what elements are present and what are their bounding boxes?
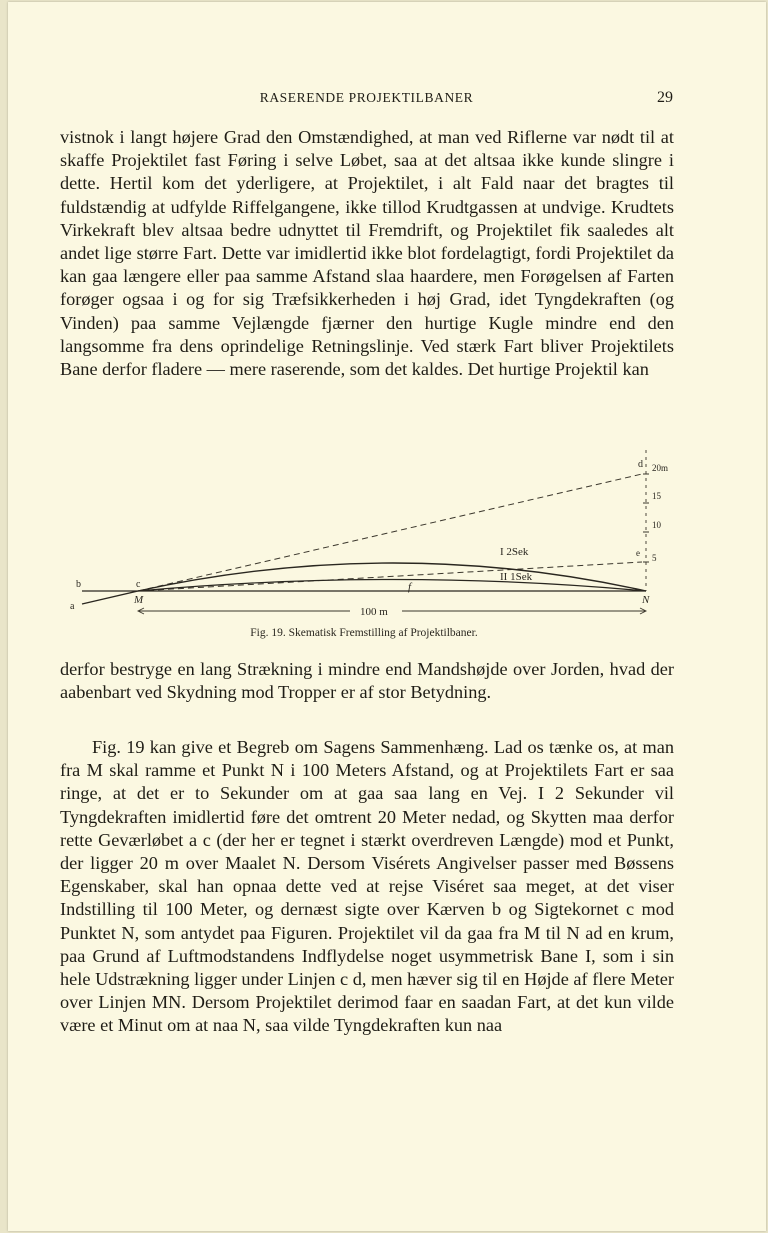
sight-line-cd [138,474,642,591]
barrel-ac [82,591,138,604]
label-20m: 20m [652,463,669,473]
label-d: d [638,459,643,470]
label-N: N [642,594,650,606]
label-distance: 100 m [360,606,388,618]
label-10: 10 [652,520,661,530]
page-number: 29 [657,89,673,106]
label-b: b [76,579,81,590]
paragraph-2: derfor bestryge en lang Strækning i mindre end Mandshøjde over Jorden, hvad der aabenbart ved Skydning mod Tropper er af stor Betydning. [60,659,674,703]
label-trajectory-II: II 1Sek [500,571,533,583]
label-f: f [408,581,412,593]
trajectory-diagram [64,440,684,625]
label-a: a [70,601,75,612]
paragraph-3: Fig. 19 kan give et Begreb om Sagens Sammenhæng. Lad os tænke os, at man fra M skal ramme et Punkt N i 100 Meters Afstand, og at Projektilets Fart er saa ringe, at det er to Sekunder om at gaa saa lang en Vej. I 2 Sekunder vil Tyngdekraften imidlertid føre det omtrent 20 Meter nedad, og Skytten maa derfor rette Geværløbet a c (der her er tegnet i stærkt overdreven Længde) mod et Punkt, der ligger 20 m over Maalet N. Dersom Visérets Angivelser passer med Bøssens Egenskaber, skal han opnaa dette ved at rejse Viséret saa meget, at det viser Indstilling til 100 Meter, og dernæst sigte over Kærven b og Sigtekornet c mod Punktet N, som antydet paa Figuren. Projektilet vil da gaa fra M til N ad en krum, paa Grund af Luftmodstandens Indflydelse noget usymmetrisk Bane I, som i sin hele Udstrækning ligger under Linjen c d, men hæver sig til en Højde af flere Meter over Linjen MN. Dersom Projektilet derimod faar en saadan Fart, at det kun vilde være et Minut om at naa N, saa vilde Tyngdekraften kun naa [60,737,674,1036]
label-trajectory-I: I 2Sek [500,546,529,558]
trajectory-II [138,580,646,592]
label-c: c [136,579,141,590]
trajectory-I [138,563,646,591]
paragraph-1: vistnok i langt højere Grad den Omstændighed, at man ved Riflerne var nødt til at skaffe Projektilet fast Føring i selve Løbet, saa at det altsaa ikke kunde slingre i dette. Hertil kom det yderligere, at Projektilet, i alt Fald naar det bragtes til fuldstændig at udfylde Riffelgangene, ikke tillod Krudtgassen at undvige. Krudtets Virkekraft blev altsaa bedre udnyttet til Fremdrift, og Projektilet fik saaledes alt andet lige større Fart. Dette var imidlertid ikke blot fordelagtigt, fordi Projektilet da kan gaa længere eller paa samme Afstand slaa haardere, men Forøgelsen af Farten forøger ogsaa i og for sig Træfsikkerheden i høj Grad, idet Tyngdekraften (og Vinden) paa samme Vejlængde fjærner den hurtige Kugle mindre end den langsomme fra dens oprindelige Retningslinje. Ved stærk Fart bliver Projektilets Bane derfor fladere — mere raserende, som det kaldes. Det hurtige Projektil kan [60,127,674,380]
page-header [60,90,673,110]
book-page [8,2,766,1231]
running-title: RASERENDE PROJEKTILBANER [259,90,474,105]
label-e: e [636,548,640,558]
figure-19 [64,440,684,640]
label-5: 5 [652,553,657,563]
label-15: 15 [652,491,661,501]
label-M: M [134,594,144,606]
figure-caption: Fig. 19. Skematisk Fremstilling af Projektilbaner. [250,627,478,639]
